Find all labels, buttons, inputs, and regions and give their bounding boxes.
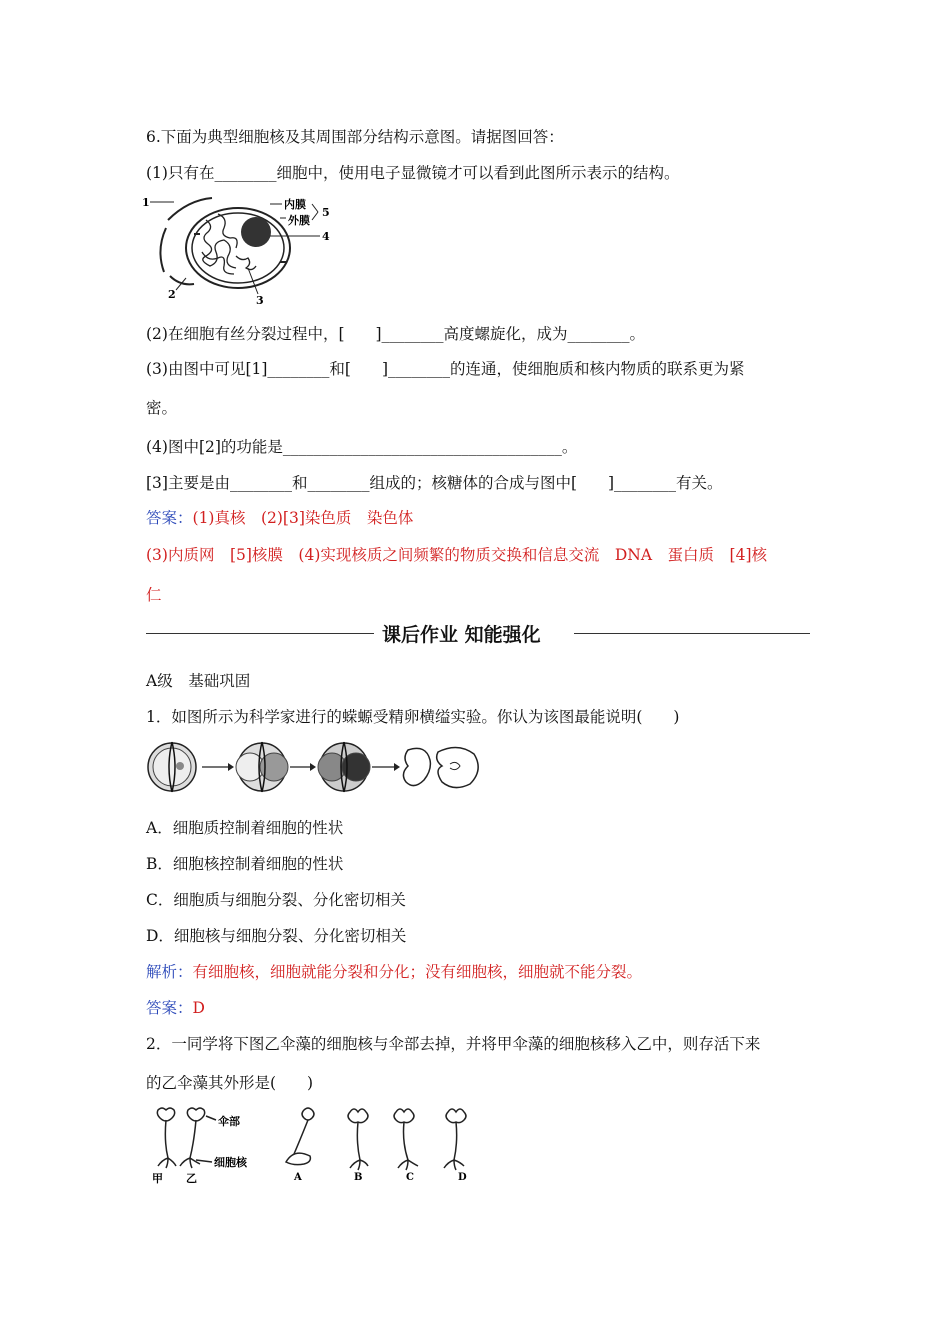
- egg-constriction-figure: [144, 740, 484, 794]
- label-3: 3: [256, 294, 264, 307]
- q6-part5: [3]主要是由________和________组成的；核糖体的合成与图中[ ]________有关。: [146, 474, 723, 492]
- label-2: 2: [168, 288, 176, 301]
- label-option-d: D: [458, 1172, 467, 1183]
- q6-answer-line1: [146, 508, 413, 528]
- q1-analysis: [146, 962, 642, 982]
- q1-option-d: D．细胞核与细胞分裂、分化密切相关: [146, 927, 407, 945]
- q6-part3-line1: (3)由图中可见[1]________和[ ]________的连通，使细胞质和核内物质的联系更为紧: [146, 360, 745, 378]
- level-heading: A级 基础巩固: [146, 672, 251, 690]
- label-option-b: B: [354, 1172, 363, 1183]
- q1-option-b: B．细胞核控制着细胞的性状: [146, 855, 344, 873]
- section-rule-right: [574, 633, 810, 634]
- q1-option-a: A．细胞质控制着细胞的性状: [146, 819, 344, 837]
- analysis-label: 解析：: [146, 963, 193, 981]
- q1-option-c: C．细胞质与细胞分裂、分化密切相关: [146, 891, 406, 909]
- answer-text: (1)真核 (2)[3]染色质 染色体: [192, 509, 414, 527]
- analysis-text: 有细胞核，细胞就能分裂和分化；没有细胞核，细胞就不能分裂。: [192, 963, 643, 981]
- q2-stem-line2: 的乙伞藻其外形是( ): [146, 1074, 314, 1092]
- answer-label: 答案：: [146, 999, 193, 1017]
- label-5: 5: [322, 206, 330, 219]
- label-outer-membrane: 外膜: [288, 214, 310, 227]
- q6-stem: 6.下面为典型细胞核及其周围部分结构示意图。请据图回答：: [146, 128, 564, 146]
- answer-label: 答案：: [146, 509, 193, 527]
- q6-part2: (2)在细胞有丝分裂过程中，[ ]________高度螺旋化，成为________。: [146, 325, 646, 343]
- q2-stem-line1: 2．一同学将下图乙伞藻的细胞核与伞部去掉，并将甲伞藻的细胞核移入乙中，则存活下来: [146, 1035, 761, 1053]
- q6-part1: (1)只有在________细胞中，使用电子显微镜才可以看到此图所示表示的结构。: [146, 164, 680, 182]
- section-header: [146, 620, 810, 646]
- acetabularia-figure: [144, 1106, 494, 1186]
- section-title: 课后作业 知能强化: [382, 624, 541, 646]
- label-jia: 甲: [152, 1172, 163, 1185]
- label-nucleus: 细胞核: [214, 1156, 247, 1169]
- q1-stem: 1．如图所示为科学家进行的蝾螈受精卵横缢实验。你认为该图最能说明( ): [146, 708, 680, 726]
- nucleus-structure-figure: [140, 190, 350, 308]
- answer-text: D: [192, 999, 205, 1017]
- label-1: 1: [142, 196, 150, 209]
- label-cap: 伞部: [218, 1115, 240, 1128]
- q6-part3-line2: 密。: [146, 399, 178, 417]
- label-4: 4: [322, 230, 330, 243]
- q6-part4: (4)图中[2]的功能是____________________________________。: [146, 438, 578, 456]
- label-option-c: C: [406, 1172, 414, 1183]
- q6-answer-line3: 仁: [146, 586, 162, 604]
- label-yi: 乙: [186, 1172, 197, 1185]
- q1-answer: [146, 998, 205, 1018]
- q6-answer-line2: (3)内质网 [5]核膜 (4)实现核质之间频繁的物质交换和信息交流 DNA 蛋白质 [4]核: [146, 546, 768, 564]
- label-option-a: A: [294, 1172, 302, 1183]
- label-inner-membrane: 内膜: [284, 198, 306, 211]
- section-rule-left: [146, 633, 374, 634]
